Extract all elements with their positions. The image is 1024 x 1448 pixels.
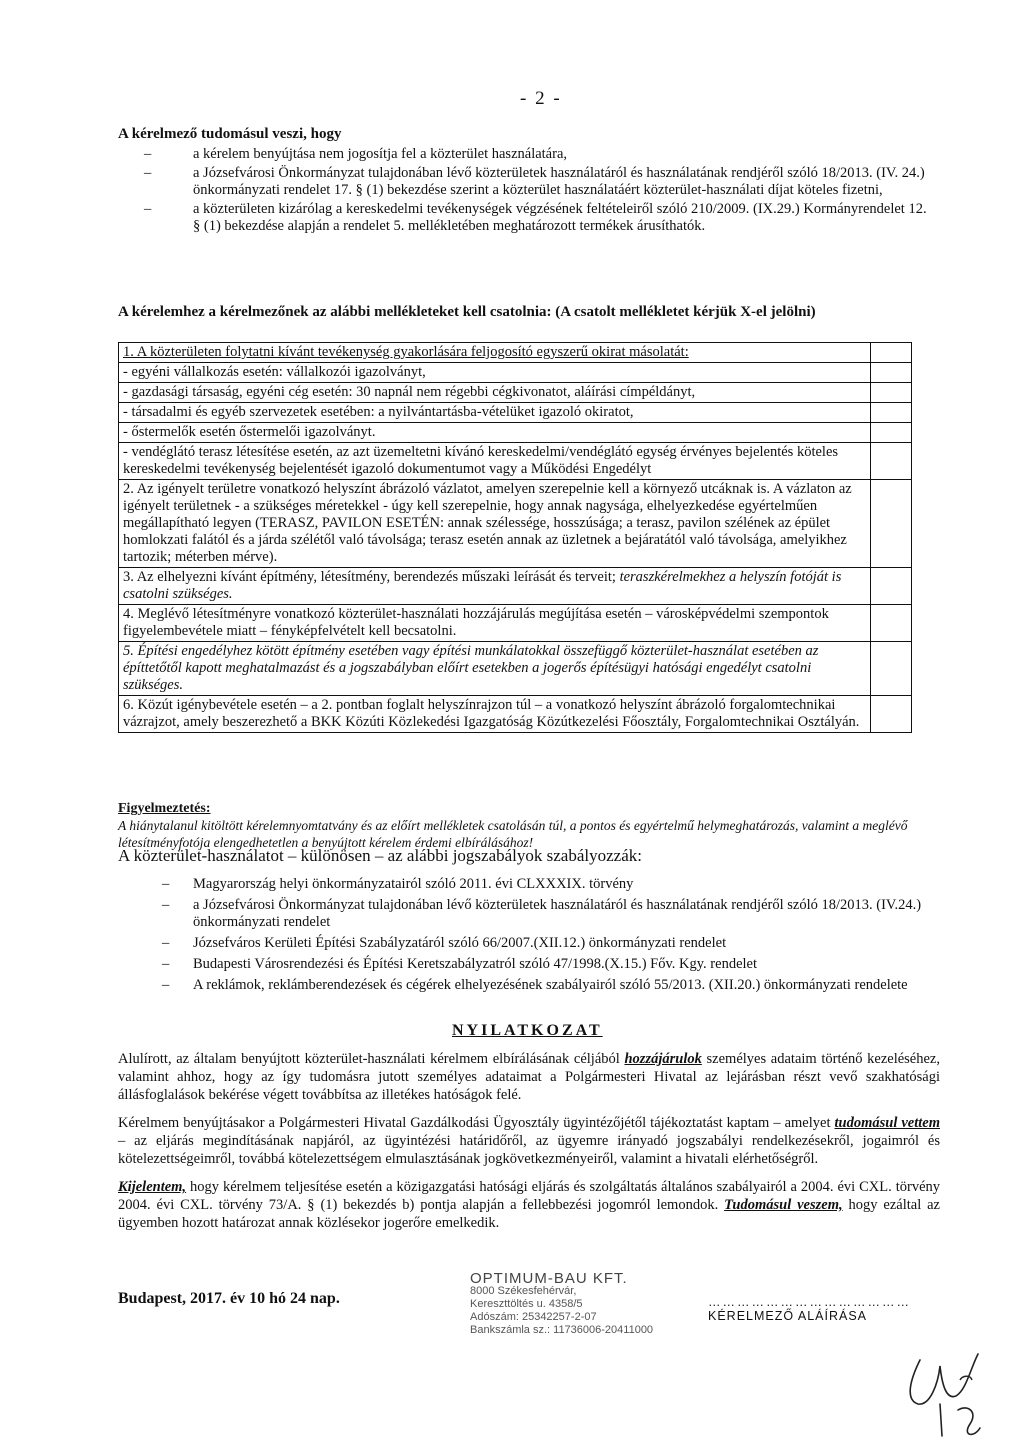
page-number: - 2 - [520,88,562,109]
stamp-line: Adószám: 25342257-2-07 [470,1311,597,1323]
table-row [119,696,912,733]
declaration-paragraph: Kérelmem benyújtásakor a Polgármesteri Hivatal Gazdálkodási Ügyosztály ügyintézőjétől tájékoztatást kaptam – amelyet tudomásul vettem – az eljárás megindításának napjáról, az ügyintézési határidőről, az ügyemre irányadó jogszabályi rendelkezésekről, jogaimról és kötelezettségeimről, továbbá kötelezettségem elmulasztásának jogkövetkezményeiről, valamint a hivatali elérhetőségről. [118,1115,941,1167]
signature-block [708,1295,911,1323]
declaration-paragraph: Kijelentem, hogy kérelmem teljesítése esetén a közigazgatási hatósági eljárás és szolgáltatás általános szabályairól a 2004. évi CXL. törvény 2004. évi CXL. törvény 73/A. § (1) bekezdés b) pontja alapján a fellebbezési jogomról lemondok. Tudomásul veszem, hogy ezáltal az ügyemben hozott határozat annak közlésekor jogerőre emelkedik. [118,1179,940,1231]
list-item: – Budapesti Városrendezési és Építési Keretszabályzatról szóló 47/1998.(X.15.) Főv. Kgy. rendelet [118,956,938,973]
stamp-line: Bankszámla sz.: 11736006-20411000 [470,1324,654,1336]
acknowledgement-heading: A kérelmező tudomásul veszi, hogy [118,126,342,142]
handwritten-signature [900,1340,990,1440]
attachments-table [118,342,912,733]
attachment-checkbox[interactable] [871,423,912,443]
attachment-checkbox[interactable] [871,443,912,480]
list-item: – a közterületen kizárólag a kereskedelmi tevékenységek végzésének feltételeiről szóló 210/2009. (IX.29.) Kormányrendelet 12. § (1) bekezdése alapján a rendelet 5. mellékletében meghatározott termékek árusíthatók. [118,201,928,235]
date-line: Budapest, 2017. év 10 hó 24 nap. [118,1290,340,1307]
table-row [119,568,912,605]
warning-block [118,800,938,851]
attachment-checkbox[interactable] [871,568,912,605]
attachment-text: - egyéni vállalkozás esetén: vállalkozói igazolványt, [119,363,871,383]
table-row [119,642,912,696]
attachment-text: 5. Építési engedélyhez kötött építmény esetében vagy építési munkálatokkal összefüggő közterület-használat esetében az építtetőtől kapott meghatalmazást és a jogszabályban előírt esetekben a jogerős építésügyi hatósági engedélyt csatolni szükséges. [119,642,871,696]
attachment-checkbox[interactable] [871,642,912,696]
attachment-checkbox[interactable] [871,480,912,568]
table-row [119,363,912,383]
attachment-text: - gazdasági társaság, egyéni cég esetén: 30 napnál nem régebbi cégkivonatot, aláírási címpéldányt, [119,383,871,403]
attachment-text: - társadalmi és egyéb szervezetek esetében: a nyilvántartásba-vételüket igazoló okiratot, [119,403,871,423]
attachment-checkbox[interactable] [871,363,912,383]
warning-body: A hiánytalanul kitöltött kérelemnyomtatvány és az előírt mellékletek csatolásán túl, a pontos és egyértelmű helymeghatározás, valamint a meglévő létesítményfotója elengedhetetlen a benyújtott kérelem érdemi elbírálásához! [118,818,908,850]
attachment-checkbox[interactable] [871,696,912,733]
attachment-text: 6. Közút igénybevétele esetén – a 2. pontban foglalt helyszínrajzon túl – a vonatkozó helyszínt ábrázoló forgalomtechnikai vázrajzot, amely beszerezhető a BKK Közúti Közlekedési Igazgatóság Közútkezelési Főosztály, Forgalomtechnikai Osztályán. [119,696,871,733]
attachment-text: 1. A közterületen folytatni kívánt tevékenység gyakorlására feljogosító egyszerű okirat másolatát: [119,343,871,363]
declaration-title: NYILATKOZAT [452,1022,603,1039]
attachment-text: - őstermelők esetén őstermelői igazolványt. [119,423,871,443]
table-row [119,343,912,363]
signature-dots: …………………………………… [708,1295,911,1309]
laws-heading: A közterület-használatot – különösen – az alábbi jogszabályok szabályozzák: [118,846,642,865]
table-row [119,443,912,480]
table-row [119,605,912,642]
declaration-paragraph: Alulírott, az általam benyújtott közterület-használati kérelmem elbírálásának céljából hozzájárulok személyes adataim történő kezeléséhez, valamint ahhoz, hogy az így tudomásra jutott személyes adataimat a Polgármesteri Hivatal az lejárásban részt vevő szakhatósági állásfoglalások bekérése végett továbbítsa az illetékes hatóságok felé. [118,1051,940,1103]
attachment-checkbox[interactable] [871,343,912,363]
acknowledgement-list [118,146,928,235]
attachment-text: - vendéglátó terasz létesítése esetén, az azt üzemeltetni kívánó kereskedelmi/vendéglátó egység érvényes bejelentés köteles kereskedelmi tevékenység bejelentését igazoló dokumentumot vagy a Működési Engedélyt [119,443,871,480]
attachment-text: 2. Az igényelt területre vonatkozó helyszínt ábrázoló vázlatot, amelyen szerepelnie kell a környező utcáknak is. A vázlaton az igényelt területnek - a szükséges méretekkel - úgy kell szerepelnie, hogy annak nagysága, elhelyezkedése egyértelműen megállapítható legyen (TERASZ, PAVILON ESETÉN: annak szélessége, hosszúsága; a terasz, pavilon szélének az épület homlokzati falától és a járda szélétől való távolsága; terasz esetén annak az üzletnek a bejáratától való távolsága, amelyikhez tartozik; méterben mérve). [119,480,871,568]
company-stamp [470,1272,653,1337]
warning-title: Figyelmeztetés: [118,801,211,816]
laws-list [118,876,938,998]
acknowledgement-section [118,126,928,237]
attachment-text: 4. Meglévő létesítményre vonatkozó közterület-használati hozzájárulás megújítása esetén – városképvédelmi szempontok figyelembevétele miatt – fényképfelvételt kell becsatolni. [119,605,871,642]
attachment-checkbox[interactable] [871,403,912,423]
signature-label: KÉRELMEZŐ ALÁÍRÁSA [708,1309,868,1323]
attachment-checkbox[interactable] [871,605,912,642]
table-row [119,423,912,443]
table-row [119,480,912,568]
table-row [119,383,912,403]
list-item: – Józsefváros Kerületi Építési Szabályzatáról szóló 66/2007.(XII.12.) önkormányzati rendelet [118,935,938,952]
table-row [119,403,912,423]
list-item: – a kérelem benyújtása nem jogosítja fel a közterület használatára, [118,146,928,163]
stamp-line: Kereszttöltés u. 4358/5 [470,1298,583,1310]
stamp-line: 8000 Székesfehérvár, [470,1285,577,1297]
stamp-company-name: OPTIMUM-BAU KFT. [470,1270,628,1287]
attachment-text: 3. Az elhelyezni kívánt építmény, létesítmény, berendezés műszaki leírását és terveit; teraszkérelmekhez a helyszín fotóját is csatolni szükséges. [119,568,871,605]
declaration-body [118,1050,940,1242]
attachment-checkbox[interactable] [871,383,912,403]
list-item: – a Józsefvárosi Önkormányzat tulajdonában lévő közterületek használatáról és használatának rendjéről szóló 18/2013. (IV.24.) önkormányzati rendelet [118,897,938,931]
attachments-heading: A kérelemhez a kérelmezőnek az alábbi mellékleteket kell csatolnia: (A csatolt mellékletet kérjük X-el jelölni) [118,304,816,320]
list-item: – A reklámok, reklámberendezések és cégérek elhelyezésének szabályairól szóló 55/2013. (XII.20.) önkormányzati rendelete [118,977,938,994]
list-item: – Magyarország helyi önkormányzatairól szóló 2011. évi CLXXXIX. törvény [118,876,938,893]
list-item: – a Józsefvárosi Önkormányzat tulajdonában lévő közterületek használatáról és használatának rendjéről szóló 18/2013. (IV. 24.) önkormányzati rendelet 17. § (1) bekezdése szerint a közterület használatáért közterület-használati díjat köteles fizetni, [118,165,928,199]
